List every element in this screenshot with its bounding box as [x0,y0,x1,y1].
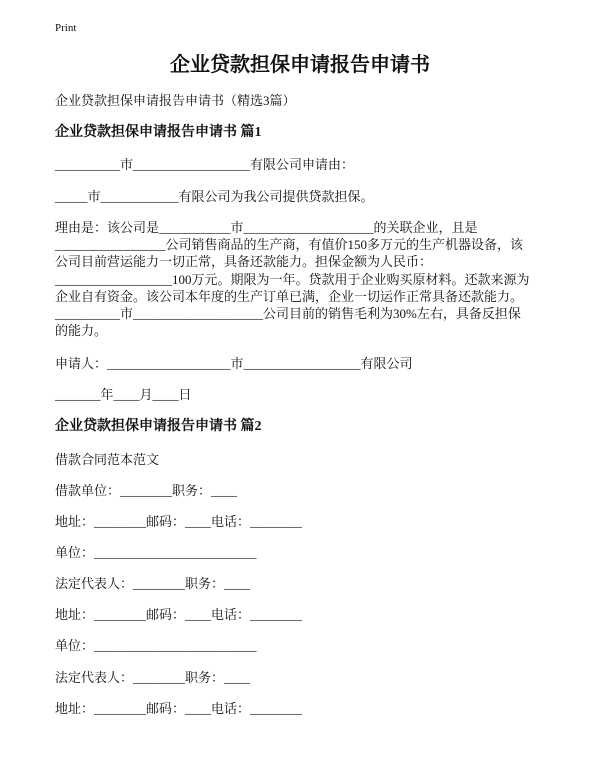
contract-title: 借款合同范本范文 [55,452,160,467]
opening-line: __________市__________________有限公司申请由： [55,157,355,172]
print-link[interactable]: Print [55,22,77,34]
form-field-line: 借款单位：________职务：____ [55,483,238,498]
form-field-line: 地址：________邮码：____电话：________ [55,700,303,716]
form-field-line: 法定代表人：________职务：____ [55,669,251,685]
reason-line: 的能力。 [55,323,108,339]
applicant-line: 申请人：___________________市__________________有限公司 [55,356,413,371]
form-field-line: 单位：_________________________ [55,545,257,561]
document-title: 企业贷款担保申请报告申请书 [170,54,430,76]
date-line: _______年____月____日 [55,387,192,402]
contract-form-fields [55,482,302,731]
reason-paragraph [55,219,530,339]
article-2-heading: 企业贷款担保申请报告申请书 篇2 [55,419,262,434]
article-1-heading: 企业贷款担保申请报告申请书 篇1 [55,125,262,140]
reason-line: 企业自有资金。该公司本年度的生产订单已满，企业一切运作正常具备还款能力。 [55,288,524,304]
reason-line: __________市____________________公司目前的销售毛利为30%左右，具备反担保 [55,305,521,321]
reason-line: 公司目前营运能力一切正常，具备还款能力。担保金额为人民币： [55,254,433,270]
reason-line: __________________100万元。期限为一年。贷款用于企业购买原材料。还款来源为 [55,271,530,287]
form-field-line: 法定代表人：________职务：____ [55,576,251,592]
reason-line: _________________公司销售商品的生产商，有值价150多万元的生产机器设备，该 [55,237,524,253]
request-line: _____市____________有限公司为我公司提供贷款担保。 [55,189,374,204]
form-field-line: 地址：________邮码：____电话：________ [55,514,303,530]
form-field-line: 地址：________邮码：____电话：________ [55,607,303,623]
document-subtitle: 企业贷款担保申请报告申请书（精选3篇） [55,93,296,108]
form-field-line: 单位：_________________________ [55,638,257,654]
reason-line: 理由是：该公司是___________市____________________的关联企业，且是 [55,220,478,235]
